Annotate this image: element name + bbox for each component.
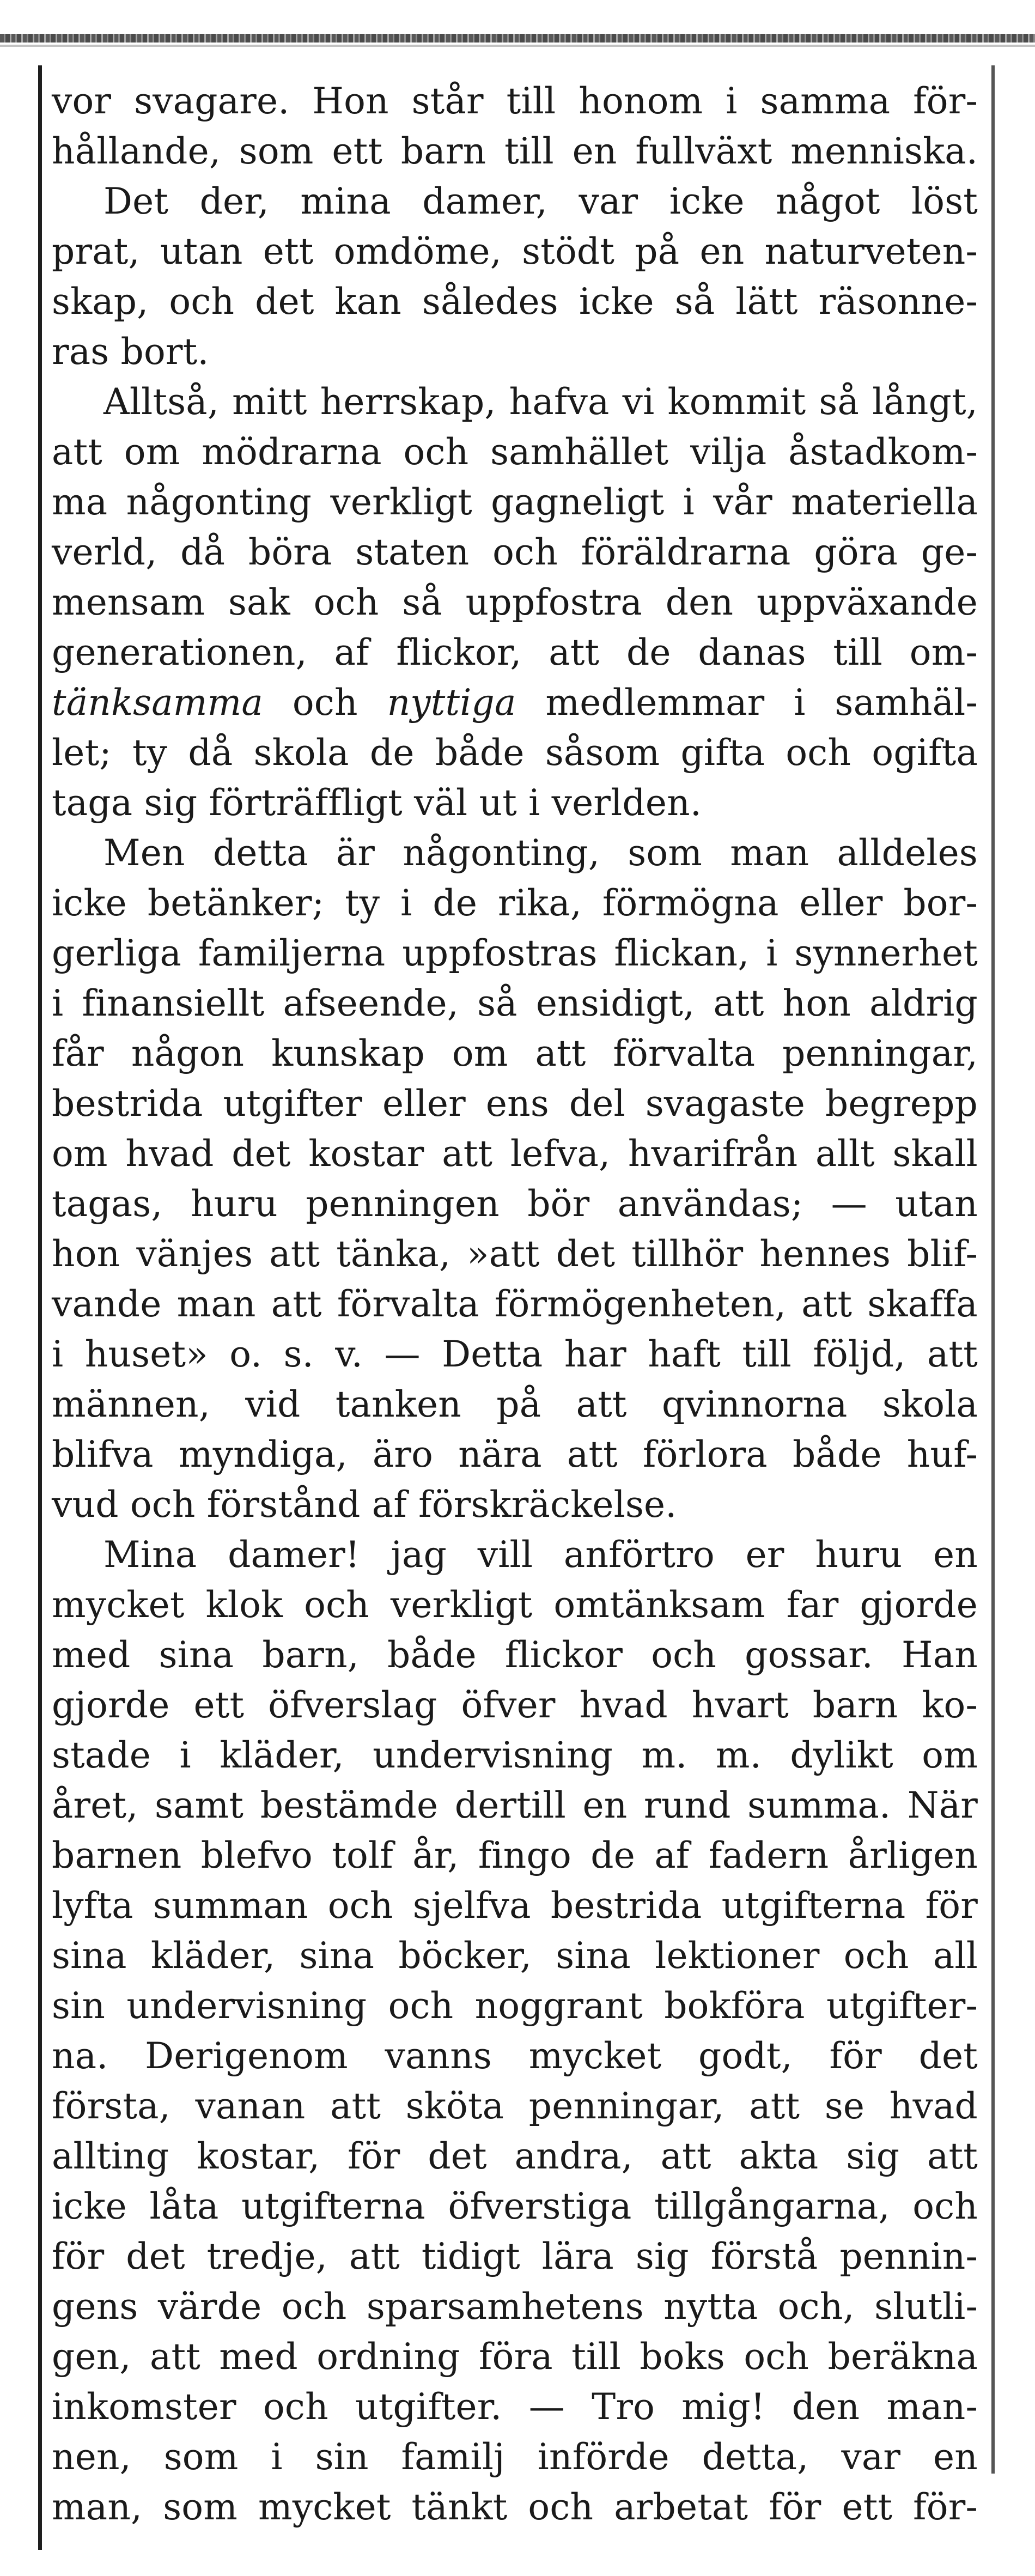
article-line: sina kläder, sina böcker, sina lektioner och all (52, 1935, 978, 1977)
article-line: verld, då böra staten och föräldrarna göra ge- (52, 531, 978, 573)
article-text: medlemmar i samhäl- (516, 682, 978, 724)
article-line (52, 678, 978, 728)
article-line: generationen, af flickor, att de danas till om- (52, 631, 978, 673)
article-line: icke betänker; ty i de rika, förmögna eller bor- (52, 882, 978, 924)
article-column (52, 76, 978, 2532)
article-line: i finansiellt afseende, så ensidigt, att hon aldrig (52, 982, 978, 1024)
article-line: allting kostar, för det andra, att akta sig att (52, 2135, 978, 2177)
article-line: Mina damer! jag vill anförtro er huru en (104, 1534, 978, 1576)
article-line: Men detta är någonting, som man alldeles (104, 832, 978, 874)
article-line: na. Derigenom vanns mycket godt, för det (52, 2035, 978, 2077)
article-line: med sina barn, både flickor och gossar. Han (52, 1634, 978, 1676)
article-line: vande man att förvalta förmögenheten, att skaffa (52, 1283, 978, 1325)
article-line: man, som mycket tänkt och arbetat för ett för- (52, 2486, 978, 2528)
article-text: och (263, 682, 387, 724)
article-line: nen, som i sin familj införde detta, var en (52, 2436, 978, 2478)
article-line: barnen blefvo tolf år, fingo de af fadern årligen (52, 1834, 978, 1876)
article-line: ras bort. (52, 331, 209, 373)
article-line: skap, och det kan således icke så lätt räsonne- (52, 281, 978, 323)
article-line: sin undervisning och noggrant bokföra utgifter- (52, 1985, 978, 2027)
article-line: lyfta summan och sjelfva bestrida utgifterna för (52, 1885, 978, 1927)
article-line: stade i kläder, undervisning m. m. dylikt om (52, 1734, 978, 1776)
article-line: gerliga familjerna uppfostras flickan, i synnerhet (52, 932, 978, 974)
article-line: let; ty då skola de både såsom gifta och ogifta (52, 732, 978, 774)
article-line: icke låta utgifterna öfverstiga tillgångarna, och (52, 2185, 978, 2227)
article-line: blifva myndiga, äro nära att förlora både huf- (52, 1433, 978, 1475)
article-line: hon vänjes att tänka, »att det tillhör hennes blif- (52, 1233, 978, 1275)
article-line: taga sig förträffligt väl ut i verlden. (52, 782, 702, 824)
article-line: i huset» o. s. v. — Detta har haft till följd, att (52, 1333, 978, 1375)
article-line: hållande, som ett barn till en fullväxt menniska. (52, 130, 978, 172)
emphasized-word: nyttiga (387, 682, 516, 724)
article-line: vud och förstånd af förskräckelse. (52, 1484, 677, 1526)
column-left-rule (38, 65, 42, 2550)
column-right-rule (991, 65, 995, 2474)
article-line: prat, utan ett omdöme, stödt på en naturveten- (52, 230, 978, 272)
top-border-rule-thin (0, 45, 1035, 47)
article-line: om hvad det kostar att lefva, hvarifrån allt skall (52, 1133, 978, 1175)
article-line: gens värde och sparsamhetens nytta och, slutli- (52, 2286, 978, 2328)
article-line: mycket klok och verkligt omtänksam far gjorde (52, 1584, 978, 1626)
article-line: Det der, mina damer, var icke något löst (104, 180, 978, 222)
article-line: gjorde ett öfverslag öfver hvad hvart barn ko- (52, 1684, 978, 1726)
article-line: för det tredje, att tidigt lära sig förstå pennin- (52, 2235, 978, 2277)
article-line: mensam sak och så uppfostra den uppväxande (52, 581, 978, 623)
article-line: vor svagare. Hon står till honom i samma för- (52, 80, 978, 122)
article-line: året, samt bestämde dertill en rund summa. När (52, 1784, 978, 1826)
article-line: männen, vid tanken på att qvinnorna skola (52, 1383, 978, 1425)
article-line: att om mödrarna och samhället vilja åstadkom- (52, 431, 978, 473)
article-line: ma någonting verkligt gagneligt i vår materiella (52, 481, 978, 523)
article-line: tagas, huru penningen bör användas; — utan (52, 1183, 978, 1225)
article-line: får någon kunskap om att förvalta penningar, (52, 1032, 978, 1074)
article-line: första, vanan att sköta penningar, att se hvad (52, 2085, 978, 2127)
emphasized-word: tänksamma (52, 682, 263, 724)
article-line: gen, att med ordning föra till boks och beräkna (52, 2336, 978, 2378)
article-line: bestrida utgifter eller ens del svagaste begrepp (52, 1083, 978, 1125)
article-line: inkomster och utgifter. — Tro mig! den man- (52, 2386, 978, 2428)
article-line: Alltså, mitt herrskap, hafva vi kommit så långt, (104, 381, 978, 423)
top-border-rule (0, 34, 1035, 42)
